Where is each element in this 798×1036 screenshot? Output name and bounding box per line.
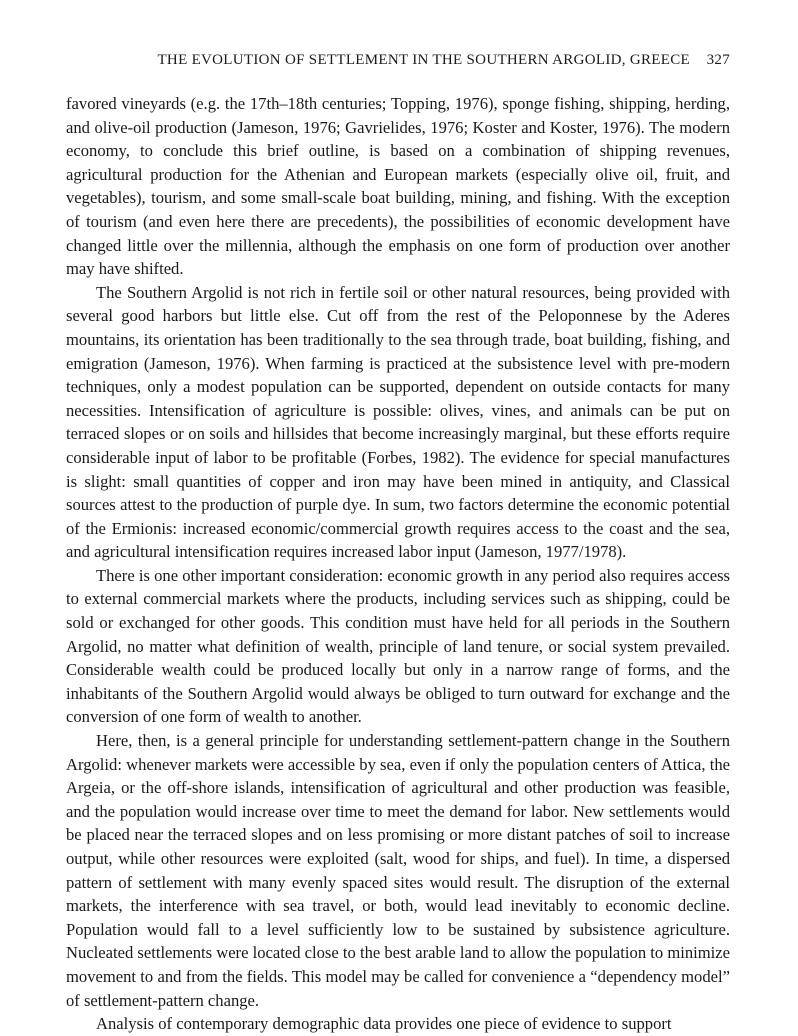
paragraph-5: Analysis of contemporary demographic data provides one piece of evidence to support xyxy=(96,1014,672,1034)
page-number: 327 xyxy=(706,52,730,68)
paragraph-3: There is one other important consideration: economic growth in any period also requires access to external commercial markets where the products, including services such as shipping, could be sold or exchanged for other goods. This condition must have held for all periods in the Southern Argolid, no matter what definition of wealth, principle of land tenure, or social system prevailed. Considerable wealth could be produced locally but only in a narrow range of forms, and the inhabitants of the Southern Argolid would always be obliged to turn outward for exchange and the conversion of one form of wealth to another. xyxy=(66,565,730,727)
body-text xyxy=(66,92,730,1036)
running-header xyxy=(66,52,730,72)
paragraph-1-continued: favored vineyards (e.g. the 17th–18th centuries; Topping, 1976), sponge fishing, shipping, herding, and olive-oil production (Jameson, 1976; Gavrielides, 1976; Koster and Koster, 1976). The modern economy, to conclude this brief outline, is based on a combination of shipping revenues, agricultural production for the Athenian and European markets (especially olive oil, fruit, and vegetables), tourism, and some small-scale boat building, mining, and fishing. With the exception of tourism (and even here there are precedents), the possibilities of economic development have changed little over the millennia, although the emphasis on one form of production over another may have shifted. xyxy=(66,94,730,279)
paragraph-4: Here, then, is a general principle for understanding settlement-pattern change in the Southern Argolid: whenever markets were accessible by sea, even if only the population centers of Attica, the Argeia, or the off-shore islands, intensification of agricultural and other production was feasible, and the population would increase over time to meet the demand for labor. New settlements would be placed near the terraced slopes and on less promising or more distant patches of soil to increase output, while other resources were exploited (salt, wood for ships, and fuel). In time, a dispersed pattern of settlement with many evenly spaced sites would result. The disruption of the external markets, the interference with sea travel, or both, would lead inevitably to economic decline. Population would fall to a level sufficiently low to be sustained by subsistence agriculture. Nucleated settlements were located close to the best arable land to allow the population to minimize movement to and from the fields. This model may be called for convenience a “dependency model” of settlement-pattern change. xyxy=(66,731,730,1010)
document-page xyxy=(66,52,730,1036)
running-title: THE EVOLUTION OF SETTLEMENT IN THE SOUTHERN ARGOLID, GREECE xyxy=(157,52,690,68)
paragraph-2: The Southern Argolid is not rich in fertile soil or other natural resources, being provided with several good harbors but little else. Cut off from the rest of the Peloponnese by the Aderes mountains, its orientation has been traditionally to the sea through trade, boat building, fishing, and emigration (Jameson, 1976). When farming is practiced at the subsistence level with pre-modern techniques, only a modest population can be supported, dependent on outside contacts for many necessities. Intensification of agriculture is possible: olives, vines, and animals can be put on terraced slopes or on soils and hillsides that become increasingly marginal, but these efforts require considerable input of labor to be profitable (Forbes, 1982). The evidence for special manufactures is slight: small quantities of copper and iron may have been mined in antiquity, and Classical sources attest to the production of purple dye. In sum, two factors determine the economic potential of the Ermionis: increased economic/commercial growth requires access to the coast and the sea, and agricultural intensification requires increased labor input (Jameson, 1977/1978). xyxy=(66,282,730,562)
